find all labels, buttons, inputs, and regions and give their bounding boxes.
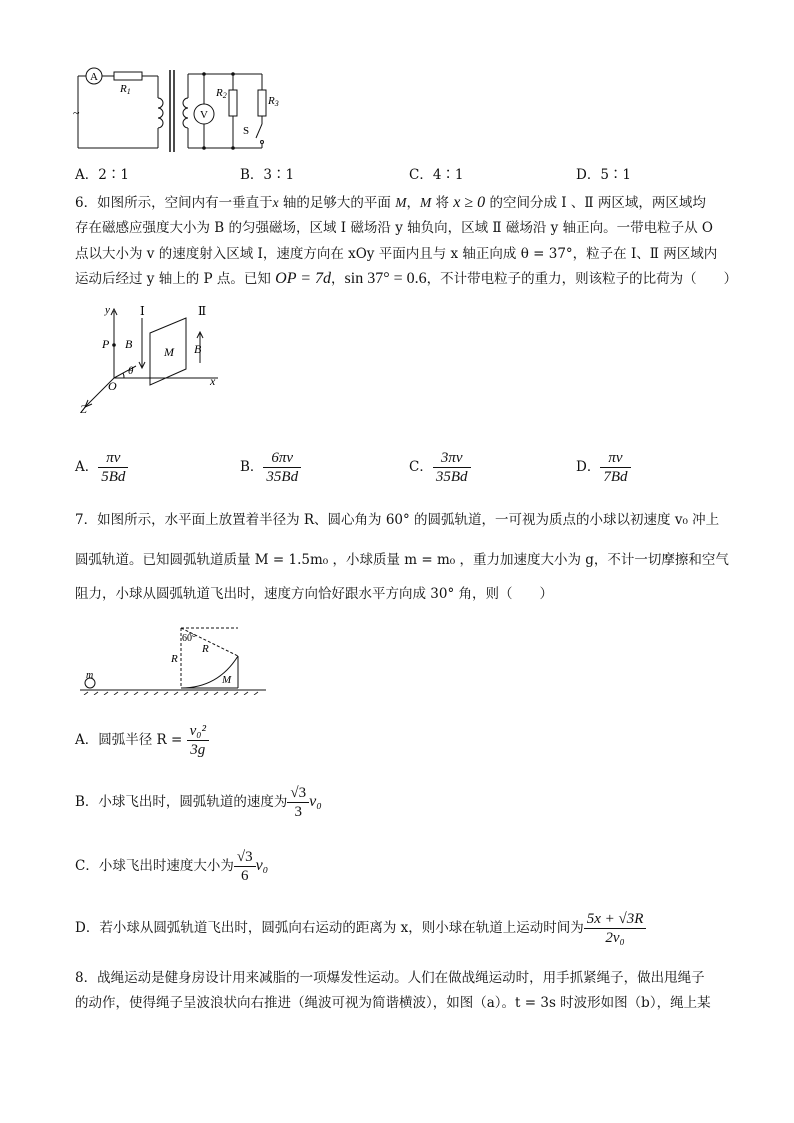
region-2-label: Ⅱ: [198, 304, 207, 318]
ac-source-label: ~: [73, 106, 80, 120]
z-axis-label: Z: [80, 402, 87, 415]
q8-stem-line-2: 的动作，使得绳子呈波浪状向右推进（绳波可视为简谐横波），如图（a）。t = 3s 时波形如图（b），绳上某: [75, 995, 711, 1011]
radius-label-vertical: R: [171, 653, 178, 665]
r1-label: R: [120, 83, 127, 95]
q7-stem-line-2: 圆弧轨道。已知圆弧轨道质量 M = 1.5m₀ ，小球质量 m = m₀ ，重力加速度大小为 g，不计一切摩擦和空气: [75, 552, 729, 568]
radius-label-slant: R: [202, 643, 209, 655]
x-axis-label: x: [210, 374, 216, 388]
q6-option-d[interactable]: D． $\frac{\pi v}{7Bd}$: [576, 447, 631, 487]
resistor-r2-icon: [229, 90, 237, 116]
q5-option-b[interactable]: B．3∶1: [240, 167, 295, 183]
q6-stem-line-4: 运动后经过 y 轴上的 P 点。已知 OP = 7d，sin 37° = 0.6，不计带电粒子的重力，则该粒子的比荷为（ ）: [75, 270, 738, 287]
q7-option-a[interactable]: A．圆弧半径 R = $\frac{\text{v₀²}}{3g}$: [75, 718, 209, 762]
q5-option-d[interactable]: D．5∶1: [576, 167, 632, 183]
q7-option-b[interactable]: B．小球飞出时，圆弧轨道的速度为 $\frac{√3}{3}$ v₀: [75, 785, 322, 820]
ball-mass-label: m: [86, 670, 94, 681]
q6-option-b[interactable]: B． $\frac{6\pi v}{35Bd}$: [240, 447, 301, 487]
primary-coil-icon: [158, 98, 163, 128]
q8-stem-line-1: 8．战绳运动是健身房设计用来减脂的一项爆发性运动。人们在做战绳运动时，用手抓紧绳子，做出甩绳子: [75, 970, 705, 986]
q7-option-d[interactable]: D．若小球从圆弧轨道飞出时，圆弧向右运动的距离为 x，则小球在轨道上运动时间为 $\frac{5x + √3R}{\text{2v₀}}$: [75, 906, 646, 950]
theta-label: θ: [128, 365, 134, 377]
origin-label: O: [108, 379, 117, 393]
region-1-label: Ⅰ: [140, 304, 145, 318]
q6-option-a[interactable]: A． $\frac{\pi v}{5Bd}$: [75, 447, 128, 487]
r3-label: R: [268, 95, 275, 107]
q6-option-c[interactable]: C． $\frac{3\pi v}{35Bd}$: [409, 447, 471, 487]
plane-m-label: M: [164, 345, 174, 359]
switch-icon: [256, 124, 262, 138]
q7-stem-line-3: 阻力，小球从圆弧轨道飞出时，速度方向恰好跟水平方向成 30° 角，则（ ）: [75, 586, 554, 602]
point-p-label: P: [102, 337, 110, 351]
voltmeter-label: V: [200, 109, 208, 121]
q7-arc-track-figure: [78, 620, 268, 695]
svg-text:R1: R1: [120, 83, 131, 96]
q6-stem-line-1: 6．如图所示，空间内有一垂直于x 轴的足够大的平面 M，M 将 x ≥ 0 的空间分成 Ⅰ 、Ⅱ 两区域，两区域均: [75, 194, 706, 211]
b2-label: B: [194, 342, 202, 356]
q6-magnetic-field-figure: [76, 303, 226, 415]
q7-option-c[interactable]: C．小球飞出时速度大小为 $\frac{√3}{6}$ v₀: [75, 849, 269, 884]
q7-stem-line-1: 7．如图所示，水平面上放置着半径为 R、圆心角为 60° 的圆弧轨道，一可视为质点的小球以初速度 v₀ 冲上: [75, 512, 720, 528]
r2-label: R: [216, 87, 223, 99]
resistor-r3-icon: [258, 90, 266, 116]
q6-stem-line-2: 存在磁感应强度大小为 B 的匀强磁场，区域 Ⅰ 磁场沿 y 轴负向，区域 Ⅱ 磁场沿 y 轴正向。一带电粒子从 O: [75, 220, 713, 236]
resistor-r1-icon: [114, 72, 142, 80]
switch-label: S: [243, 125, 250, 137]
y-axis-label: y: [105, 304, 110, 316]
svg-text:R2: R2: [216, 87, 227, 100]
q5-option-c[interactable]: C．4∶1: [409, 167, 464, 183]
circuit-diagram: [70, 62, 290, 158]
track-mass-label: M: [222, 674, 232, 686]
q5-option-a[interactable]: A．2∶1: [75, 167, 129, 183]
q6-stem-line-3: 点以大小为 v 的速度射入区域 Ⅰ，速度方向在 xOy 平面内且与 x 轴正向成 θ = 37°，粒子在 Ⅰ、Ⅱ 两区域内: [75, 246, 718, 262]
ammeter-label: A: [90, 71, 98, 83]
b1-label: B: [125, 337, 133, 351]
angle-label: 60°: [182, 633, 196, 644]
svg-text:R3: R3: [268, 95, 279, 108]
secondary-coil-icon: [183, 98, 188, 128]
